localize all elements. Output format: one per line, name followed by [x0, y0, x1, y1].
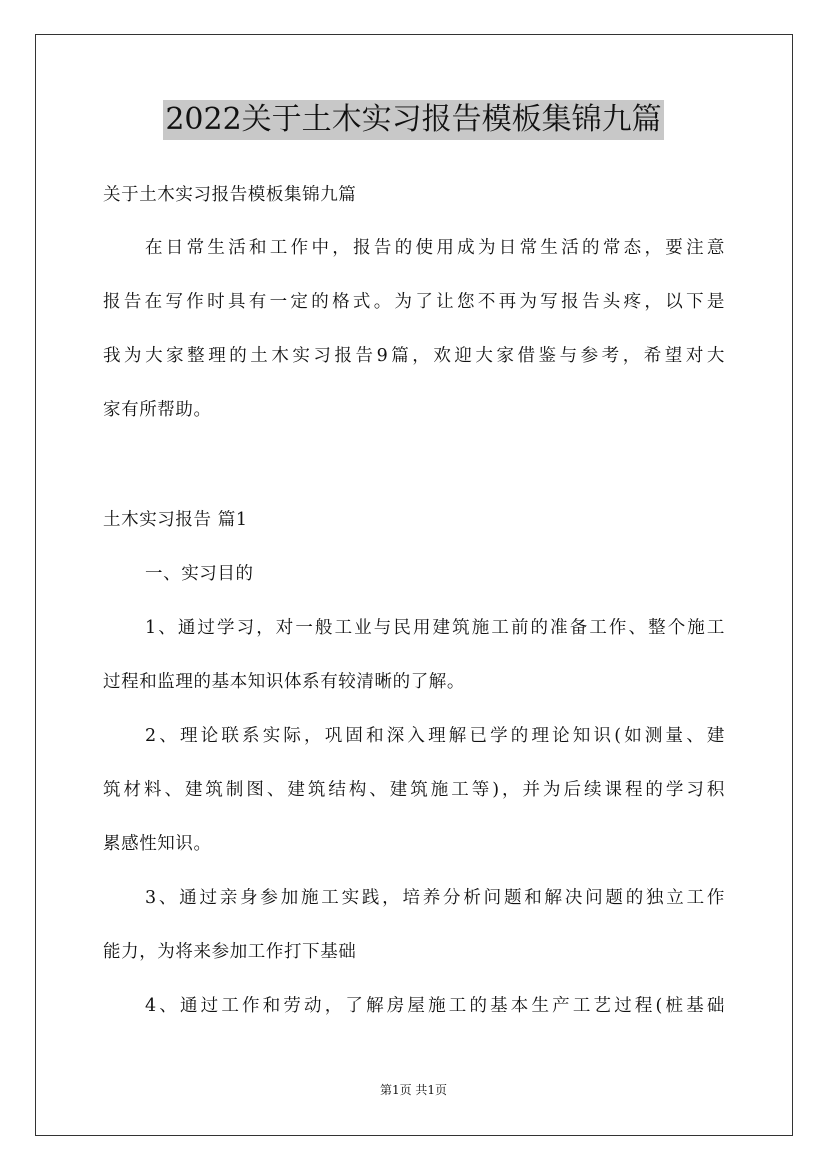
- item-1-line-2: 过程和监理的基本知识体系有较清晰的了解。: [103, 672, 465, 692]
- item-1-line-1: 1、通过学习，对一般工业与民用建筑施工前的准备工作、整个施工: [145, 618, 725, 638]
- title-container: [0, 100, 827, 140]
- document-title: 2022关于土木实习报告模板集锦九篇: [163, 100, 663, 140]
- item-2-line-2: 筑材料、建筑制图、建筑结构、建筑施工等)，并为后续课程的学习积: [103, 780, 725, 800]
- item-2-line-1: 2、理论联系实际，巩固和深入理解已学的理论知识(如测量、建: [145, 726, 725, 746]
- section-heading: 土木实习报告 篇1: [103, 510, 248, 530]
- item-2-line-3: 累感性知识。: [103, 834, 212, 854]
- item-4-line-1: 4、通过工作和劳动，了解房屋施工的基本生产工艺过程(桩基础: [145, 996, 725, 1016]
- subheading: 一、实习目的: [145, 564, 254, 584]
- intro-line-3: 我为大家整理的土木实习报告9篇，欢迎大家借鉴与参考，希望对大: [103, 346, 725, 366]
- intro-line-1: 在日常生活和工作中，报告的使用成为日常生活的常态，要注意: [145, 238, 725, 258]
- document-subtitle: 关于土木实习报告模板集锦九篇: [103, 185, 357, 205]
- item-3-line-2: 能力，为将来参加工作打下基础: [103, 942, 357, 962]
- item-3-line-1: 3、通过亲身参加施工实践，培养分析问题和解决问题的独立工作: [145, 888, 725, 908]
- page-footer: 第1页 共1页: [379, 1083, 448, 1097]
- intro-line-2: 报告在写作时具有一定的格式。为了让您不再为写报告头疼，以下是: [103, 292, 725, 312]
- intro-line-4: 家有所帮助。: [103, 400, 212, 420]
